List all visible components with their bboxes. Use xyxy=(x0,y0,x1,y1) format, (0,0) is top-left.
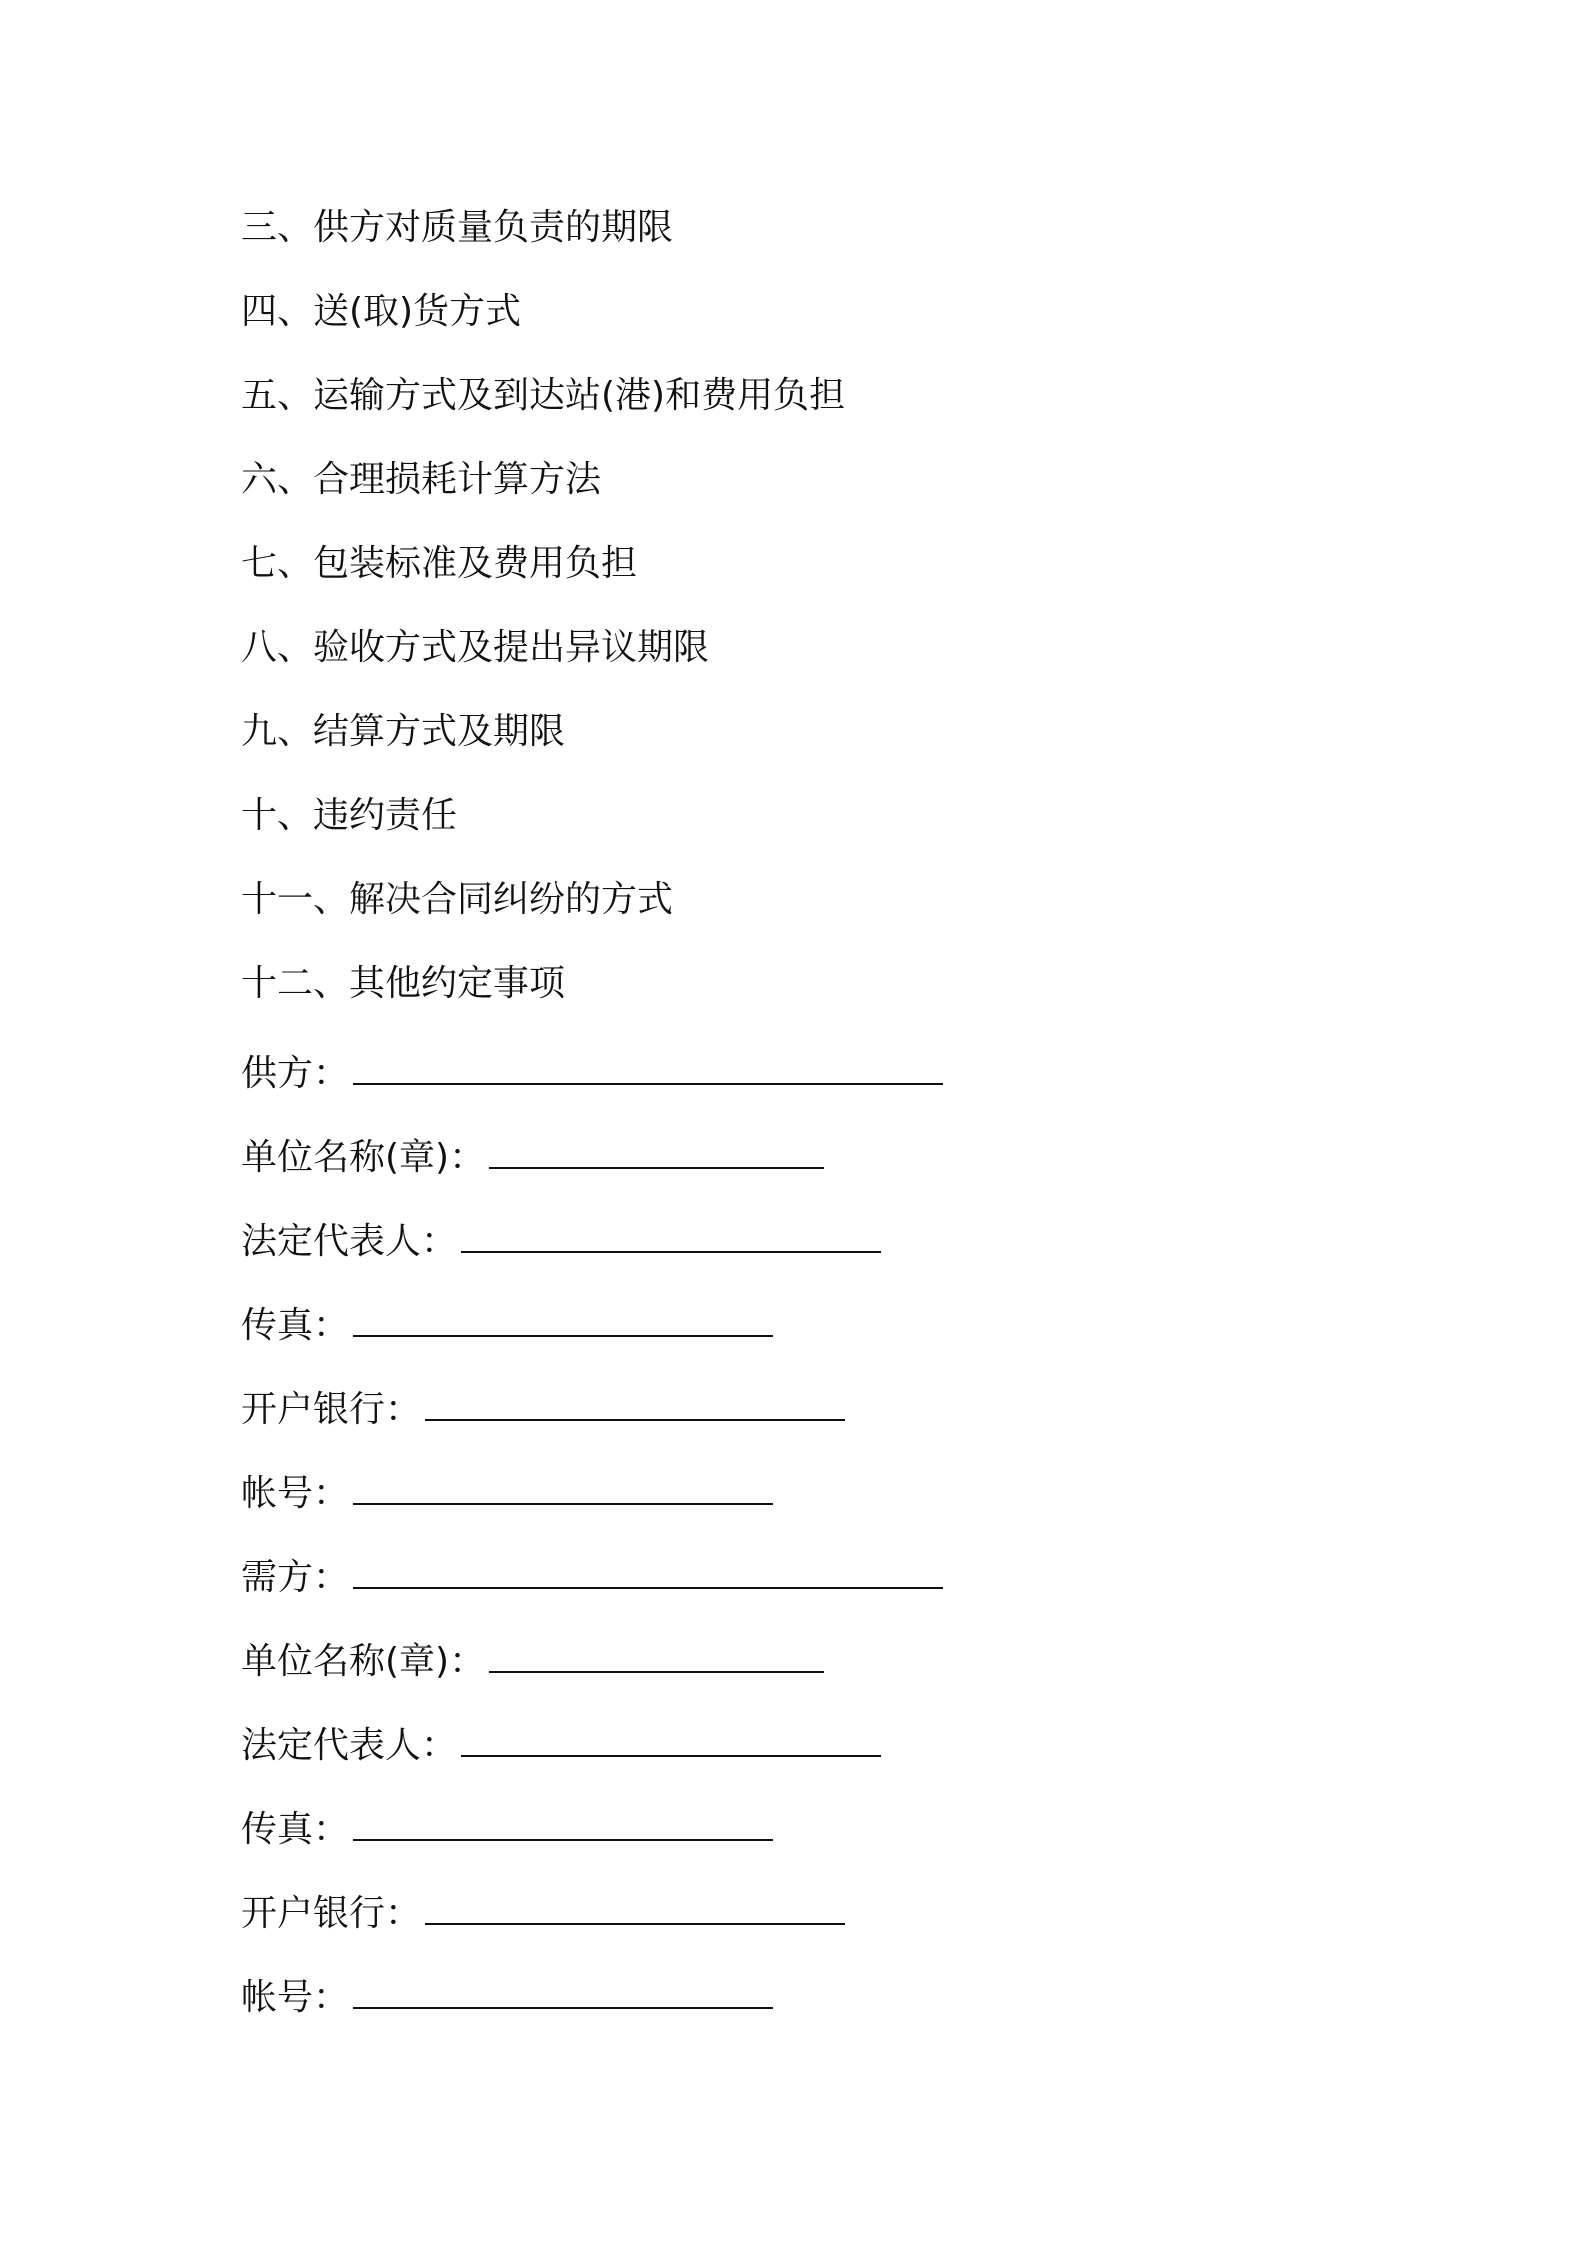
clause-8: 八、验收方式及提出异议期限 xyxy=(241,627,710,668)
clause-3: 三、供方对质量负责的期限 xyxy=(241,207,674,248)
buyer-unit-name-row xyxy=(241,1632,824,1692)
buyer-unit-name-label: 单位名称(章)： xyxy=(241,1641,486,1682)
buyer-account-row xyxy=(241,1968,773,2028)
supplier-account-row xyxy=(241,1464,773,1524)
supplier-party-row xyxy=(241,1044,943,1104)
clause-9: 九、结算方式及期限 xyxy=(241,711,566,752)
clause-6: 六、合理损耗计算方法 xyxy=(241,459,602,500)
supplier-party-blank[interactable] xyxy=(353,1045,943,1085)
buyer-bank-blank[interactable] xyxy=(425,1885,845,1925)
clause-5: 五、运输方式及到达站(港)和费用负担 xyxy=(241,375,846,416)
buyer-legal-rep-label: 法定代表人： xyxy=(241,1725,458,1766)
clause-12: 十二、其他约定事项 xyxy=(241,963,566,1004)
clause-4: 四、送(取)货方式 xyxy=(241,291,522,332)
buyer-unit-name-blank[interactable] xyxy=(489,1633,824,1673)
buyer-party-label: 需方： xyxy=(241,1557,350,1598)
buyer-fax-blank[interactable] xyxy=(353,1801,773,1841)
buyer-legal-rep-blank[interactable] xyxy=(461,1717,881,1757)
supplier-bank-blank[interactable] xyxy=(425,1381,845,1421)
buyer-party-blank[interactable] xyxy=(353,1549,943,1589)
supplier-fax-blank[interactable] xyxy=(353,1297,773,1337)
buyer-legal-rep-row xyxy=(241,1716,881,1776)
supplier-bank-label: 开户银行： xyxy=(241,1389,422,1430)
supplier-unit-name-label: 单位名称(章)： xyxy=(241,1137,486,1178)
clause-7: 七、包装标准及费用负担 xyxy=(241,543,638,584)
supplier-account-label: 帐号： xyxy=(241,1473,350,1514)
buyer-fax-row xyxy=(241,1800,773,1860)
supplier-legal-rep-row xyxy=(241,1212,881,1272)
supplier-unit-name-row xyxy=(241,1128,824,1188)
supplier-legal-rep-blank[interactable] xyxy=(461,1213,881,1253)
clause-11: 十一、解决合同纠纷的方式 xyxy=(241,879,674,920)
supplier-party-label: 供方： xyxy=(241,1053,350,1094)
supplier-bank-row xyxy=(241,1380,845,1440)
supplier-fax-label: 传真： xyxy=(241,1305,350,1346)
supplier-account-blank[interactable] xyxy=(353,1465,773,1505)
buyer-fax-label: 传真： xyxy=(241,1809,350,1850)
buyer-bank-row xyxy=(241,1884,845,1944)
buyer-bank-label: 开户银行： xyxy=(241,1893,422,1934)
supplier-unit-name-blank[interactable] xyxy=(489,1129,824,1169)
buyer-account-blank[interactable] xyxy=(353,1969,773,2009)
supplier-fax-row xyxy=(241,1296,773,1356)
buyer-account-label: 帐号： xyxy=(241,1977,350,2018)
buyer-party-row xyxy=(241,1548,943,1608)
clause-10: 十、违约责任 xyxy=(241,795,458,836)
supplier-legal-rep-label: 法定代表人： xyxy=(241,1221,458,1262)
